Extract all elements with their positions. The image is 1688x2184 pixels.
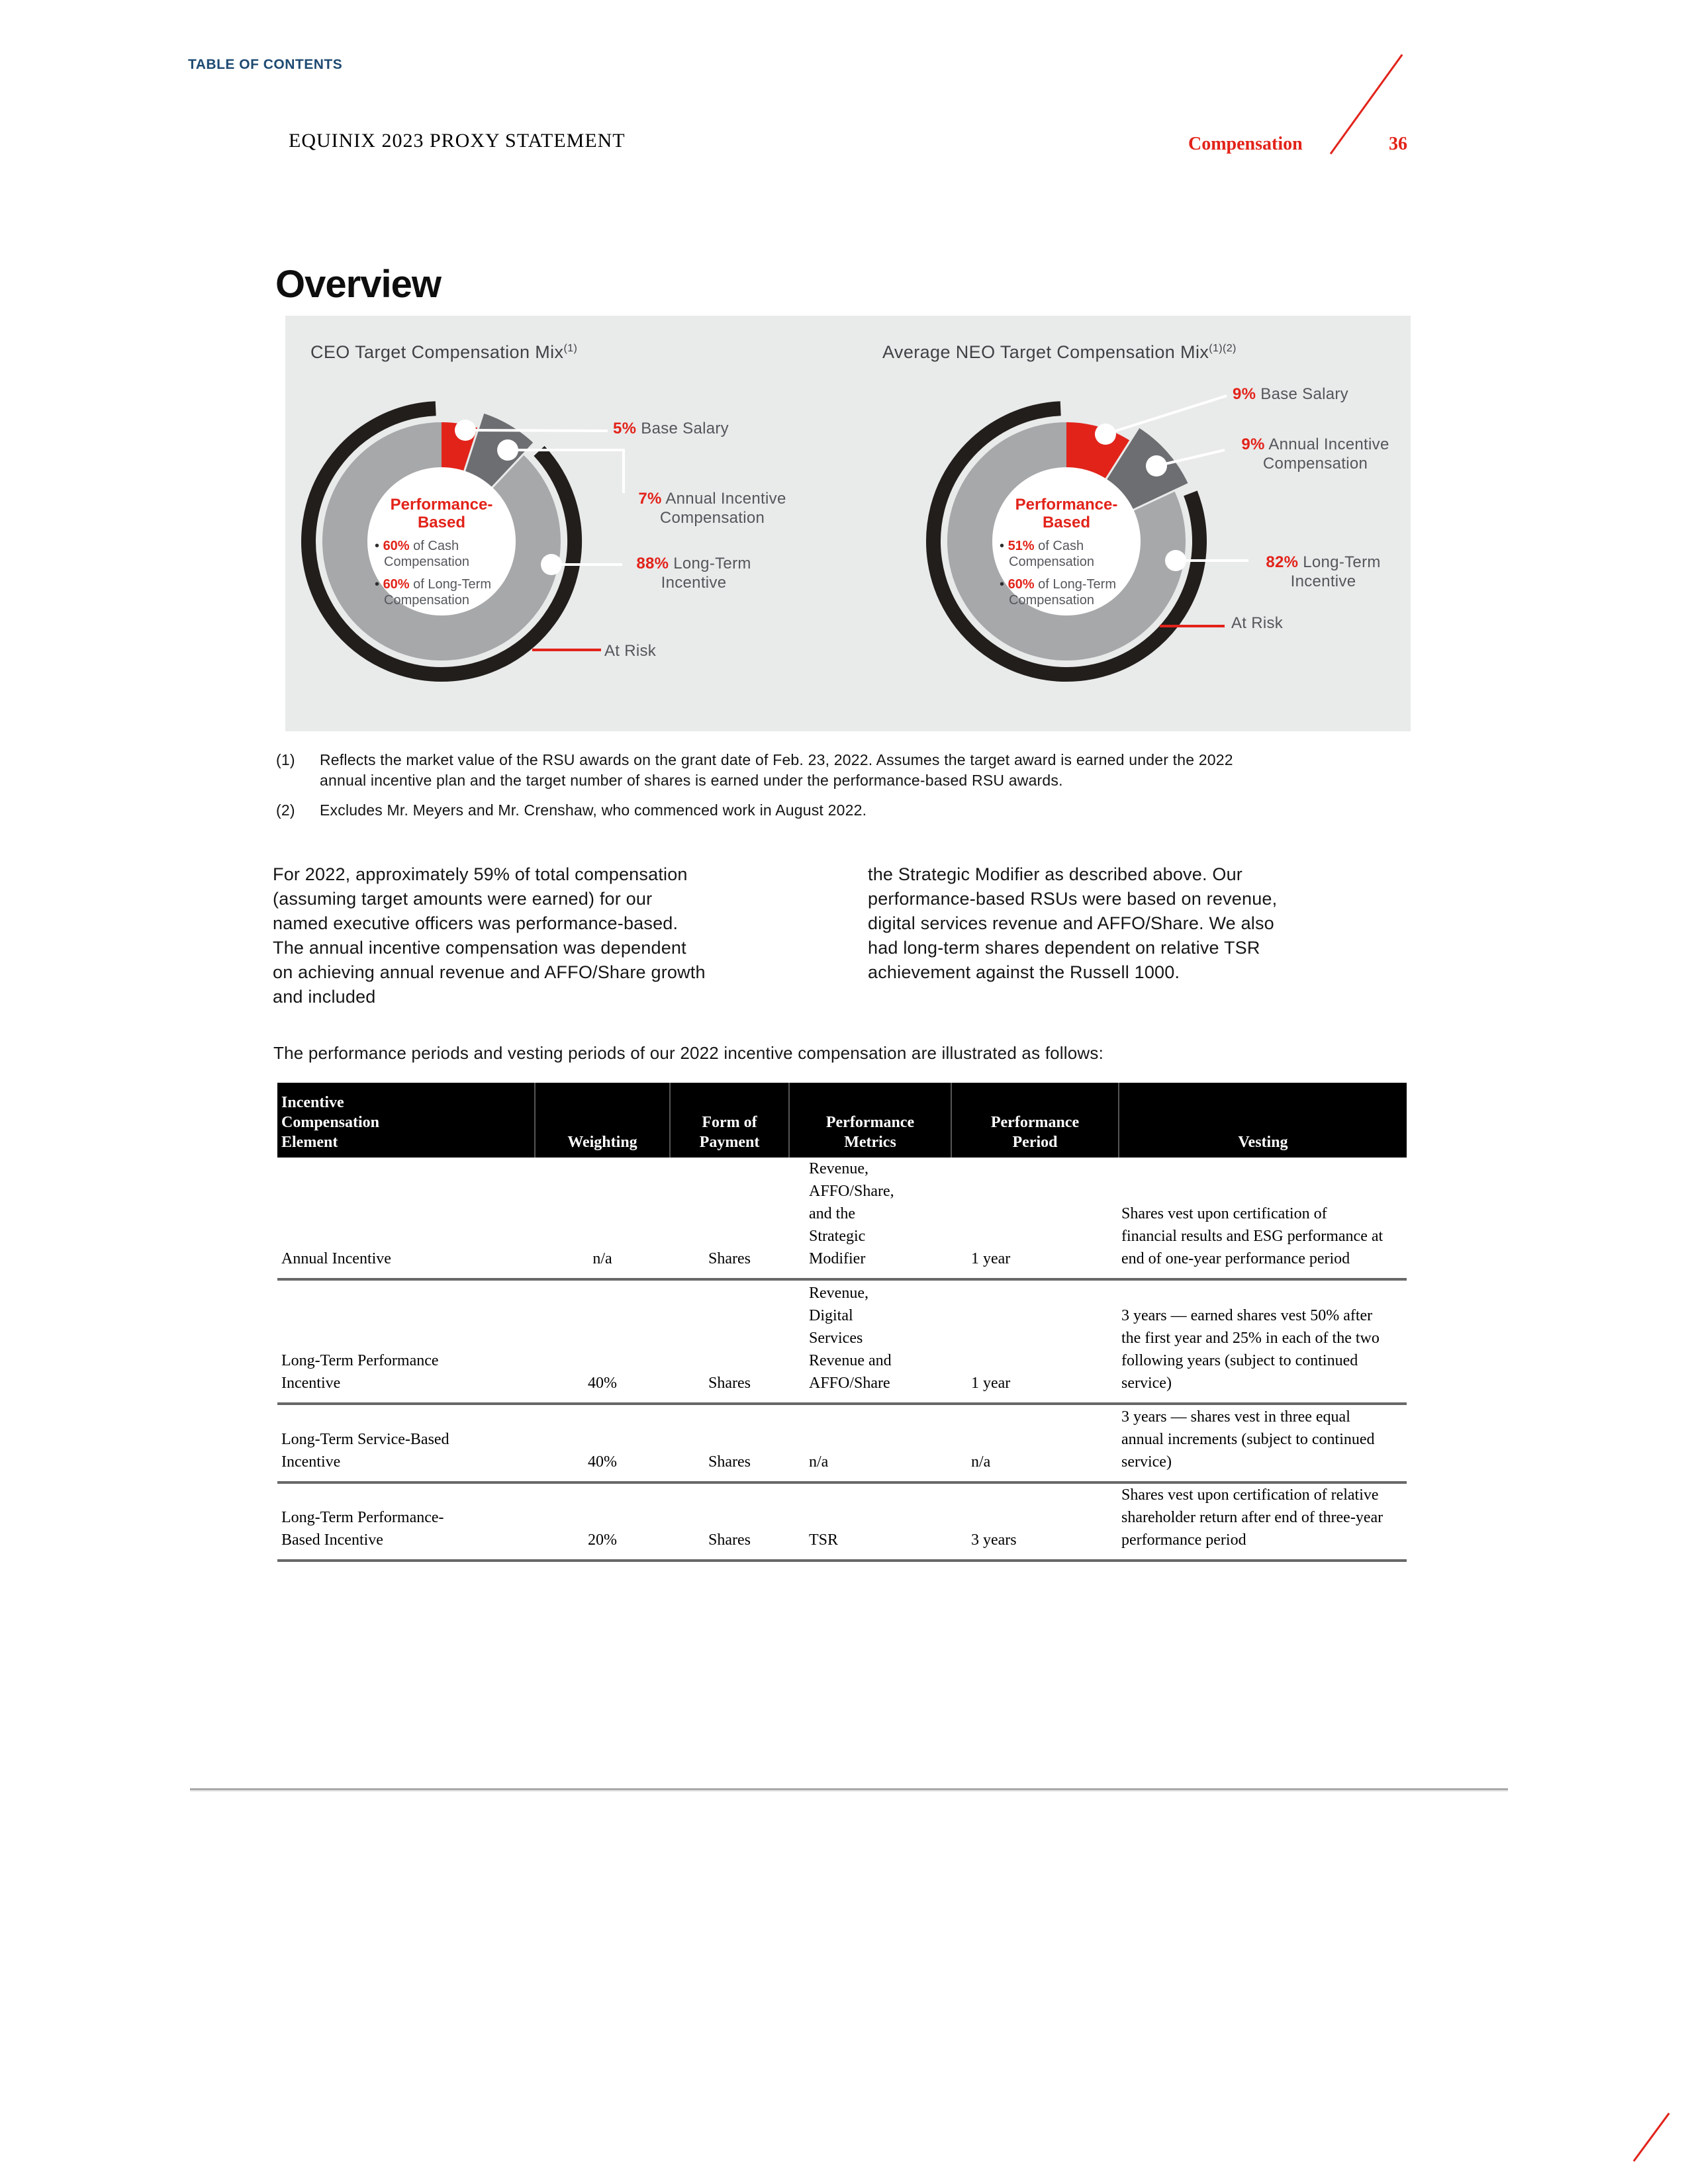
- ceo-performance-based-heading: Performance-Based: [390, 496, 493, 531]
- neo-base-salary-pct: 9%: [1233, 385, 1256, 403]
- footnote-1: [276, 750, 1269, 791]
- neo-at-risk-label: [1231, 614, 1283, 633]
- data-table: [277, 1083, 1407, 1562]
- table-intro-sentence: The performance periods and vesting periods of our 2022 incentive compensation are illustrated as follows:: [273, 1043, 1104, 1063]
- footnote-1-text: Reflects the market value of the RSU awards on the grant date of Feb. 23, 2022. Assumes the target award is earned under the 2022 annual incentive plan and the target number of shares is earned under the performance-based RSU awards.: [320, 751, 1233, 789]
- table-row: [277, 1158, 1407, 1279]
- table-row: [277, 1404, 1407, 1482]
- footer-red-slash-icon: [1633, 2113, 1670, 2161]
- ceo-center-bullet-1: • 60% of Cash Compensation: [375, 539, 469, 569]
- table-cell: Revenue, AFFO/Share, and the Strategic Modifier: [789, 1158, 951, 1279]
- compensation-mix-panel: [285, 316, 1411, 731]
- neo-bullet-1-pct: 51%: [1008, 539, 1035, 553]
- neo-bullet-1-text: of Cash Compensation: [1009, 539, 1094, 569]
- ceo-base-salary-pct: 5%: [613, 420, 637, 437]
- table-cell: 1 year: [951, 1279, 1119, 1404]
- table-cell: 40%: [535, 1279, 670, 1404]
- neo-performance-based-heading: Performance-Based: [1015, 496, 1118, 531]
- neo-at-risk-text: At Risk: [1231, 614, 1284, 632]
- page-title: Overview: [275, 263, 441, 306]
- ceo-chart-title: [310, 342, 577, 363]
- col-header-element: Incentive Compensation Element: [277, 1083, 535, 1158]
- neo-center-bullet-2: • 60% of Long-Term Compensation: [1000, 577, 1116, 608]
- table-cell: Shares: [670, 1279, 789, 1404]
- neo-long-term-label: [1252, 553, 1394, 591]
- footnotes: [276, 750, 1269, 821]
- ceo-center-bullet-2: • 60% of Long-Term Compensation: [375, 577, 491, 608]
- neo-donut-center: [997, 496, 1136, 608]
- footnote-2-text: Excludes Mr. Meyers and Mr. Crenshaw, who commenced work in August 2022.: [320, 801, 867, 819]
- table-cell: TSR: [789, 1482, 951, 1561]
- ceo-donut-center: [372, 496, 511, 608]
- table-body: [277, 1158, 1407, 1561]
- col-header-form-of-payment: Form of Payment: [670, 1083, 789, 1158]
- col-header-performance-metrics: Performance Metrics: [789, 1083, 951, 1158]
- table-cell: Shares: [670, 1158, 789, 1279]
- section-label: Compensation: [1188, 134, 1303, 154]
- footnote-2: [276, 800, 1269, 821]
- table-cell: 3 years — earned shares vest 50% after the first year and 25% in each of the two following years (subject to continued service): [1119, 1279, 1407, 1404]
- footer-divider: [190, 1788, 1508, 1790]
- ceo-long-term-text: Long-Term Incentive: [661, 555, 751, 592]
- table-cell: Shares: [670, 1482, 789, 1561]
- table-of-contents-link[interactable]: TABLE OF CONTENTS: [188, 57, 343, 72]
- ceo-chart-title-footnote-ref: (1): [563, 343, 578, 354]
- table-cell: 40%: [535, 1404, 670, 1482]
- table-cell: Shares vest upon certification of financial results and ESG performance at end of one-year performance period: [1119, 1158, 1407, 1279]
- ceo-bullet-2-pct: 60%: [383, 577, 410, 592]
- ceo-annual-incentive-label: [629, 489, 796, 527]
- table-cell: Shares: [670, 1404, 789, 1482]
- ceo-base-salary-text: Base Salary: [641, 420, 729, 437]
- col-header-performance-period: Performance Period: [951, 1083, 1119, 1158]
- ceo-at-risk-text: At Risk: [604, 642, 657, 660]
- neo-long-term-text: Long-Term Incentive: [1290, 553, 1381, 590]
- ceo-base-salary-label: [613, 419, 729, 438]
- neo-base-salary-text: Base Salary: [1260, 385, 1348, 403]
- document-title: EQUINIX 2023 PROXY STATEMENT: [289, 130, 626, 152]
- table-header: [277, 1083, 1407, 1158]
- neo-annual-incentive-label: [1228, 435, 1403, 473]
- body-paragraph-right: the Strategic Modifier as described above. Our performance-based RSUs were based on revenue, digital services revenue and AFFO/Share. We also had long-term shares dependent on relative TSR achievement against the Russell 1000.: [868, 864, 1278, 982]
- ceo-at-risk-label: [604, 641, 656, 660]
- table-cell: Long-Term Performance Incentive: [277, 1279, 535, 1404]
- ceo-long-term-pct: 88%: [636, 555, 669, 572]
- footnote-2-marker: (2): [276, 801, 295, 819]
- table-cell: 3 years: [951, 1482, 1119, 1561]
- neo-bullet-2-pct: 60%: [1008, 577, 1035, 592]
- neo-chart-title: [882, 342, 1237, 363]
- neo-chart-title-footnote-ref: (1)(2): [1209, 343, 1237, 354]
- neo-base-salary-label: [1233, 385, 1348, 404]
- table-cell: Annual Incentive: [277, 1158, 535, 1279]
- table-cell: 1 year: [951, 1158, 1119, 1279]
- table-cell: n/a: [951, 1404, 1119, 1482]
- page-number: 36: [1389, 134, 1407, 154]
- neo-annual-incentive-text: Annual Incentive Compensation: [1262, 435, 1389, 473]
- table-cell: Revenue, Digital Services Revenue and AFFO/Share: [789, 1279, 951, 1404]
- body-paragraph-left: For 2022, approximately 59% of total compensation (assuming target amounts were earned) for our named executive officers was performance-based. The annual incentive compensation was dependent on achieving annual revenue and AFFO/Share growth and included: [273, 864, 706, 1007]
- table-cell: Shares vest upon certification of relative shareholder return after end of three-year performance period: [1119, 1482, 1407, 1561]
- incentive-compensation-table: [277, 1083, 1407, 1562]
- ceo-bullet-1-pct: 60%: [383, 539, 410, 553]
- table-cell: Long-Term Performance-Based Incentive: [277, 1482, 535, 1561]
- neo-long-term-pct: 82%: [1266, 553, 1299, 571]
- neo-center-bullet-1: • 51% of Cash Compensation: [1000, 539, 1094, 569]
- ceo-annual-incentive-pct: 7%: [638, 490, 662, 508]
- table-cell: n/a: [535, 1158, 670, 1279]
- ceo-bullet-1-text: of Cash Compensation: [384, 539, 469, 569]
- footnote-1-marker: (1): [276, 751, 295, 768]
- ceo-long-term-label: [626, 554, 762, 592]
- col-header-vesting: Vesting: [1119, 1083, 1407, 1158]
- table-cell: Long-Term Service-Based Incentive: [277, 1404, 535, 1482]
- neo-chart-title-text: Average NEO Target Compensation Mix: [882, 342, 1209, 362]
- table-cell: 3 years — shares vest in three equal annual increments (subject to continued service): [1119, 1404, 1407, 1482]
- table-row: [277, 1482, 1407, 1561]
- table-row: [277, 1279, 1407, 1404]
- neo-bullet-2-text: of Long-Term Compensation: [1009, 577, 1116, 608]
- neo-annual-incentive-pct: 9%: [1241, 435, 1265, 453]
- ceo-bullet-2-text: of Long-Term Compensation: [384, 577, 491, 608]
- ceo-annual-incentive-text: Annual Incentive Compensation: [659, 490, 786, 527]
- col-header-weighting: Weighting: [535, 1083, 670, 1158]
- table-cell: 20%: [535, 1482, 670, 1561]
- table-cell: n/a: [789, 1404, 951, 1482]
- ceo-chart-title-text: CEO Target Compensation Mix: [310, 342, 564, 362]
